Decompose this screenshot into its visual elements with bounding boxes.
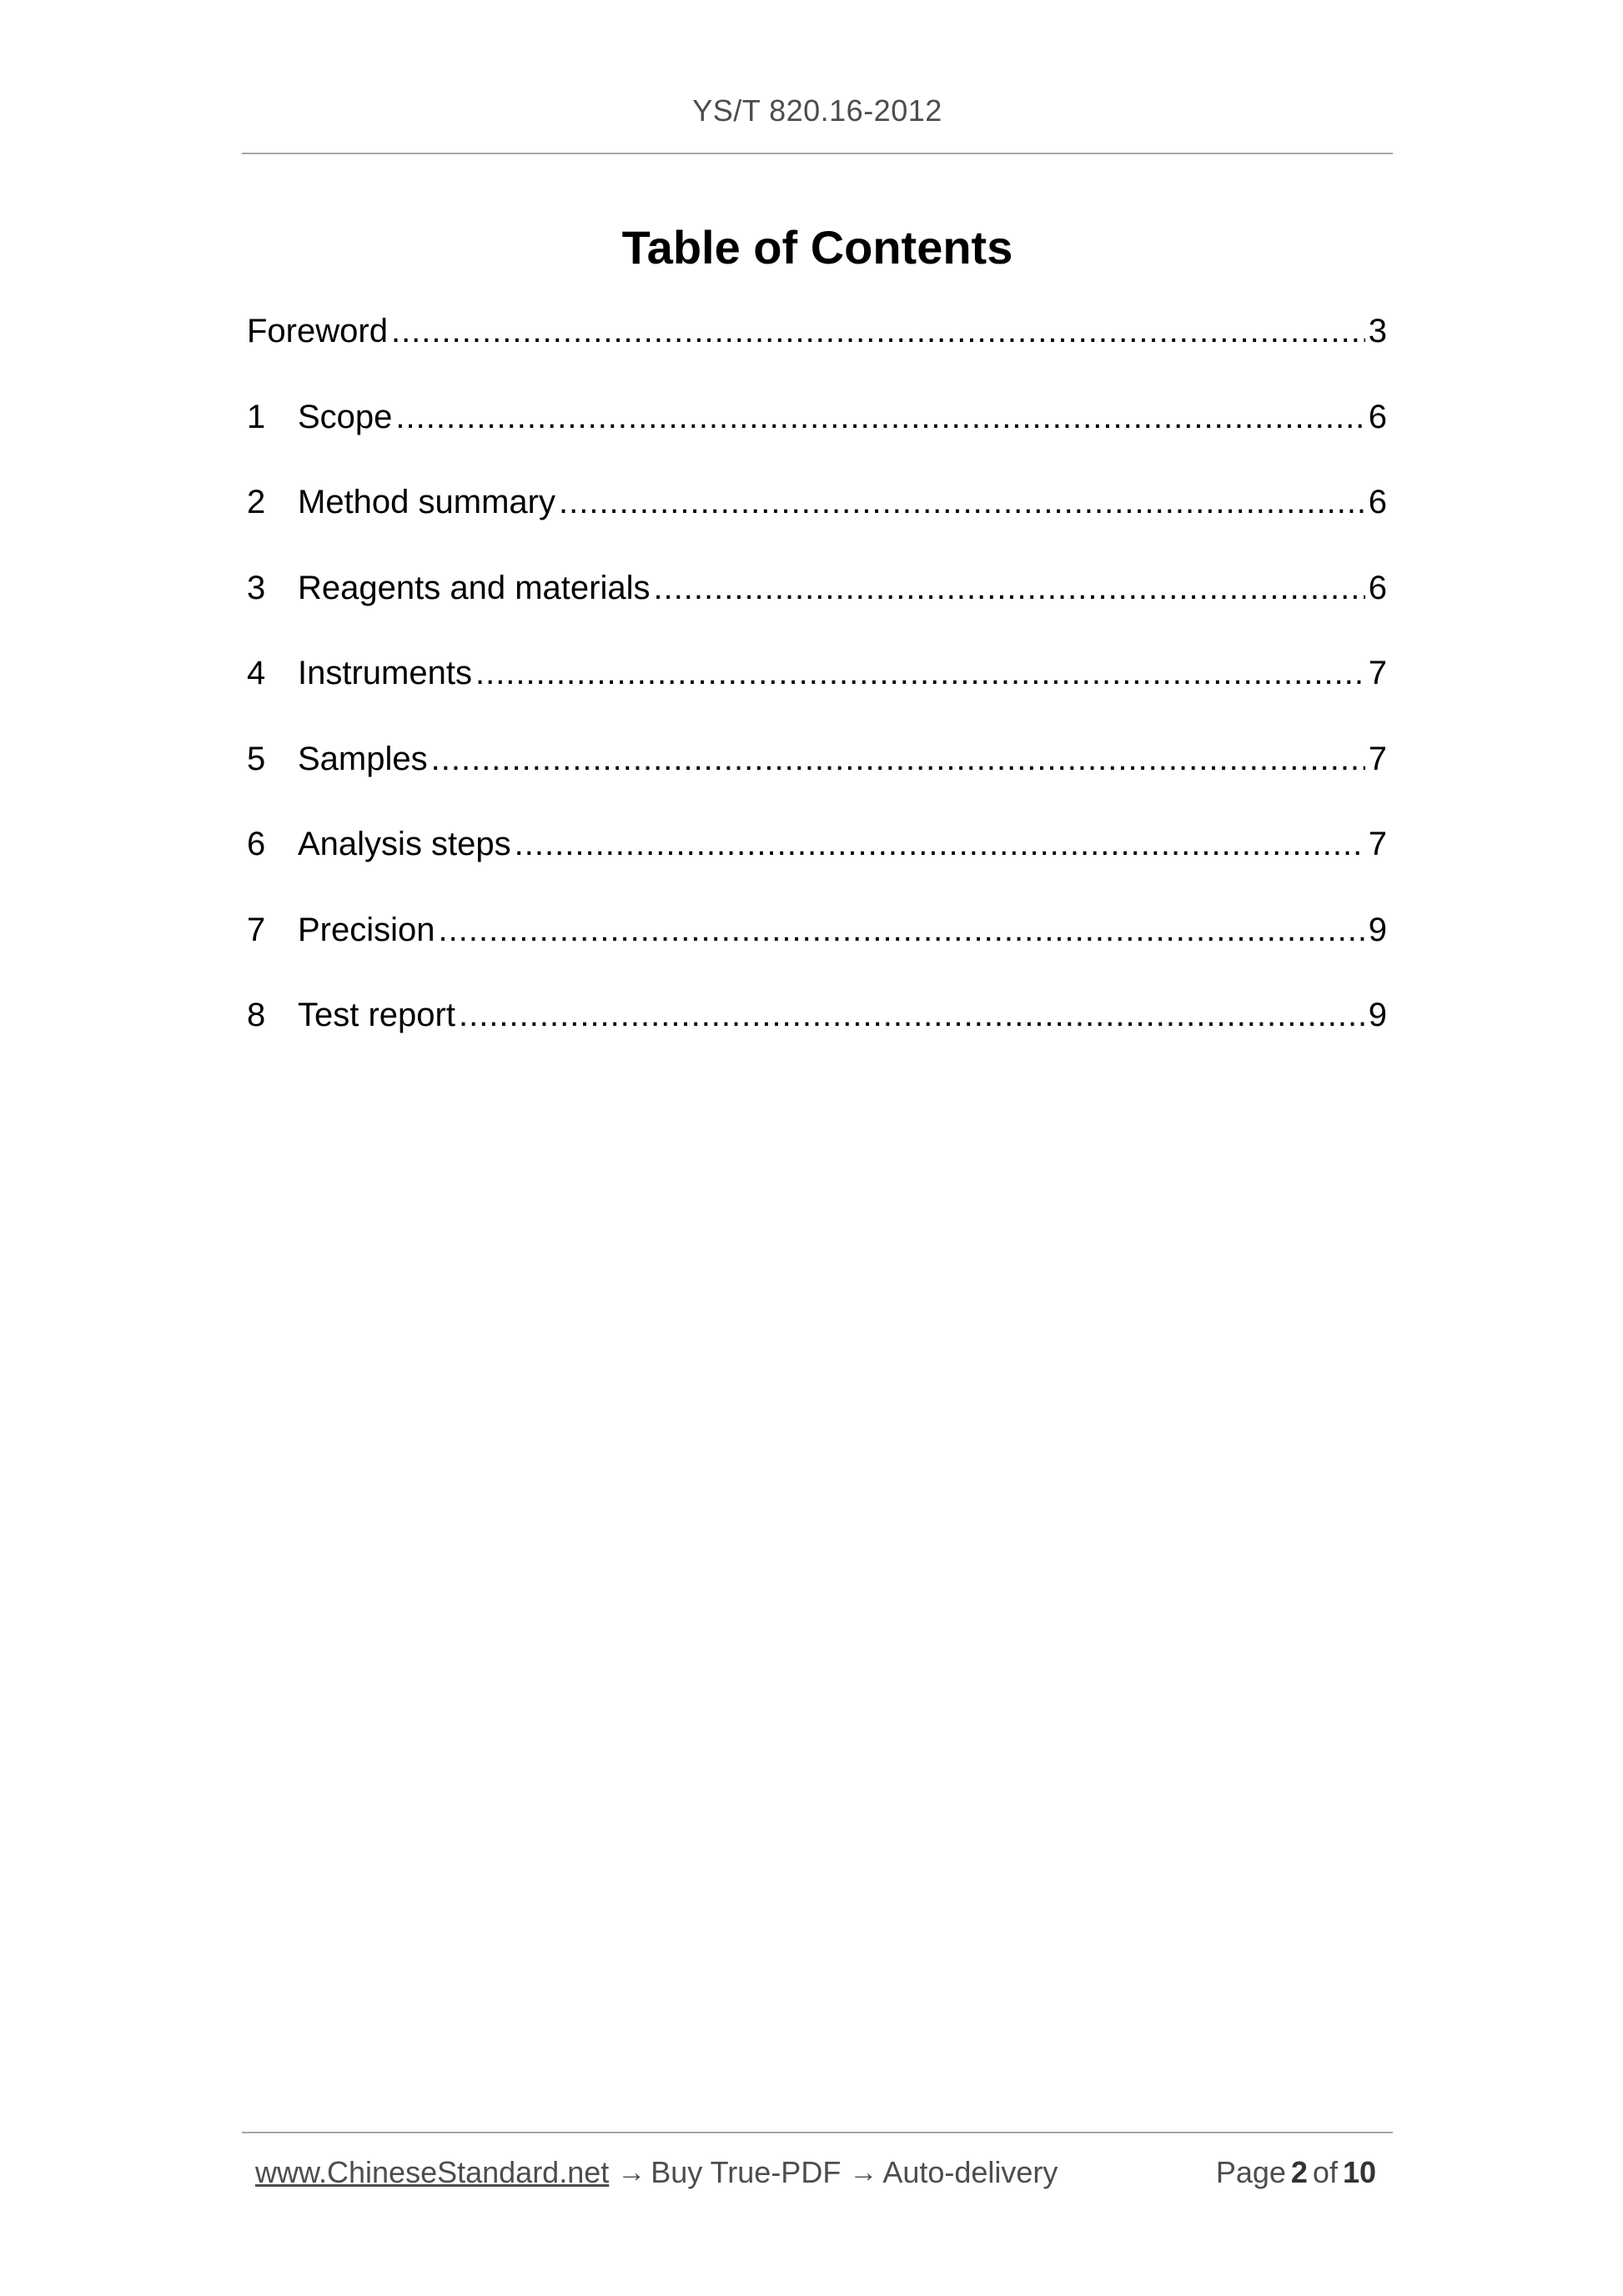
toc-entry-number: 8	[247, 997, 266, 1033]
toc-entry-page: 6	[1368, 484, 1387, 520]
toc-dot-leader	[475, 648, 1365, 698]
toc-entry-label: Reagents and materials	[298, 569, 651, 606]
toc-entry-page: 7	[1368, 826, 1387, 862]
current-page-number: 2	[1290, 2155, 1308, 2189]
header-divider	[242, 153, 1393, 154]
toc-entry-label: Samples	[298, 740, 428, 777]
toc-dot-leader	[559, 477, 1365, 527]
toc-entry-page: 9	[1368, 997, 1387, 1033]
toc-dot-leader	[391, 306, 1365, 356]
buy-true-pdf-text: Buy True-PDF	[651, 2155, 842, 2189]
page-title: Table of Contents	[621, 221, 1013, 274]
page-number-indicator	[1211, 2148, 1376, 2198]
toc-entry-label: Instruments	[298, 655, 472, 691]
toc-entry-page: 3	[1368, 313, 1387, 349]
toc-entry-page: 9	[1368, 911, 1387, 948]
footer-divider	[242, 2132, 1393, 2133]
site-link[interactable]: www.ChineseStandard.net	[255, 2155, 610, 2189]
toc-entry-label: Method summary	[298, 484, 555, 520]
arrow-right-icon: →	[617, 2157, 646, 2188]
footer-left	[255, 2148, 1058, 2198]
page-header-doc-id: YS/T 820.16-2012	[692, 93, 942, 128]
toc-entry-number: 6	[247, 826, 266, 862]
toc-dot-leader	[459, 990, 1365, 1040]
toc-entry-label: Analysis steps	[298, 826, 511, 862]
toc-dot-leader	[515, 819, 1365, 869]
toc-entry-precision[interactable]	[247, 905, 1387, 991]
toc-entry-number: 7	[247, 911, 266, 948]
toc-dot-leader	[653, 563, 1364, 613]
toc-entry-number: 1	[247, 398, 266, 435]
toc-entry-page: 6	[1368, 569, 1387, 606]
toc-entry-number: 3	[247, 569, 266, 606]
of-word: of	[1312, 2155, 1338, 2189]
toc-entry-page: 7	[1368, 655, 1387, 691]
toc-dot-leader	[395, 392, 1364, 442]
total-page-number: 10	[1342, 2155, 1376, 2189]
toc-entry-label: Precision	[298, 911, 435, 948]
toc-entry-test-report[interactable]	[247, 990, 1387, 1076]
auto-delivery-text: Auto-delivery	[882, 2155, 1058, 2189]
toc-entry-number: 5	[247, 740, 266, 777]
page-footer	[255, 2148, 1381, 2198]
toc-dot-leader	[439, 905, 1365, 955]
toc-entry-samples[interactable]	[247, 734, 1387, 820]
arrow-right-icon: →	[849, 2157, 878, 2188]
page-word: Page	[1215, 2155, 1286, 2189]
toc-entry-label: Test report	[298, 997, 455, 1033]
toc-entry-page: 6	[1368, 398, 1387, 435]
toc-entry-page: 7	[1368, 740, 1387, 777]
toc-entry-analysis-steps[interactable]	[247, 819, 1387, 905]
toc-entry-method-summary[interactable]	[247, 477, 1387, 563]
toc-dot-leader	[431, 734, 1365, 784]
toc-entry-number: 4	[247, 655, 266, 691]
toc-entry-number: 2	[247, 484, 266, 520]
toc-entry-reagents-and-materials[interactable]	[247, 563, 1387, 649]
toc-entry-label: Scope	[298, 398, 393, 435]
toc-entry-label: Foreword	[247, 313, 388, 349]
toc-entry-instruments[interactable]	[247, 648, 1387, 734]
toc-entry-foreword[interactable]	[247, 306, 1387, 392]
toc-list	[247, 306, 1387, 1076]
toc-entry-scope[interactable]	[247, 392, 1387, 478]
